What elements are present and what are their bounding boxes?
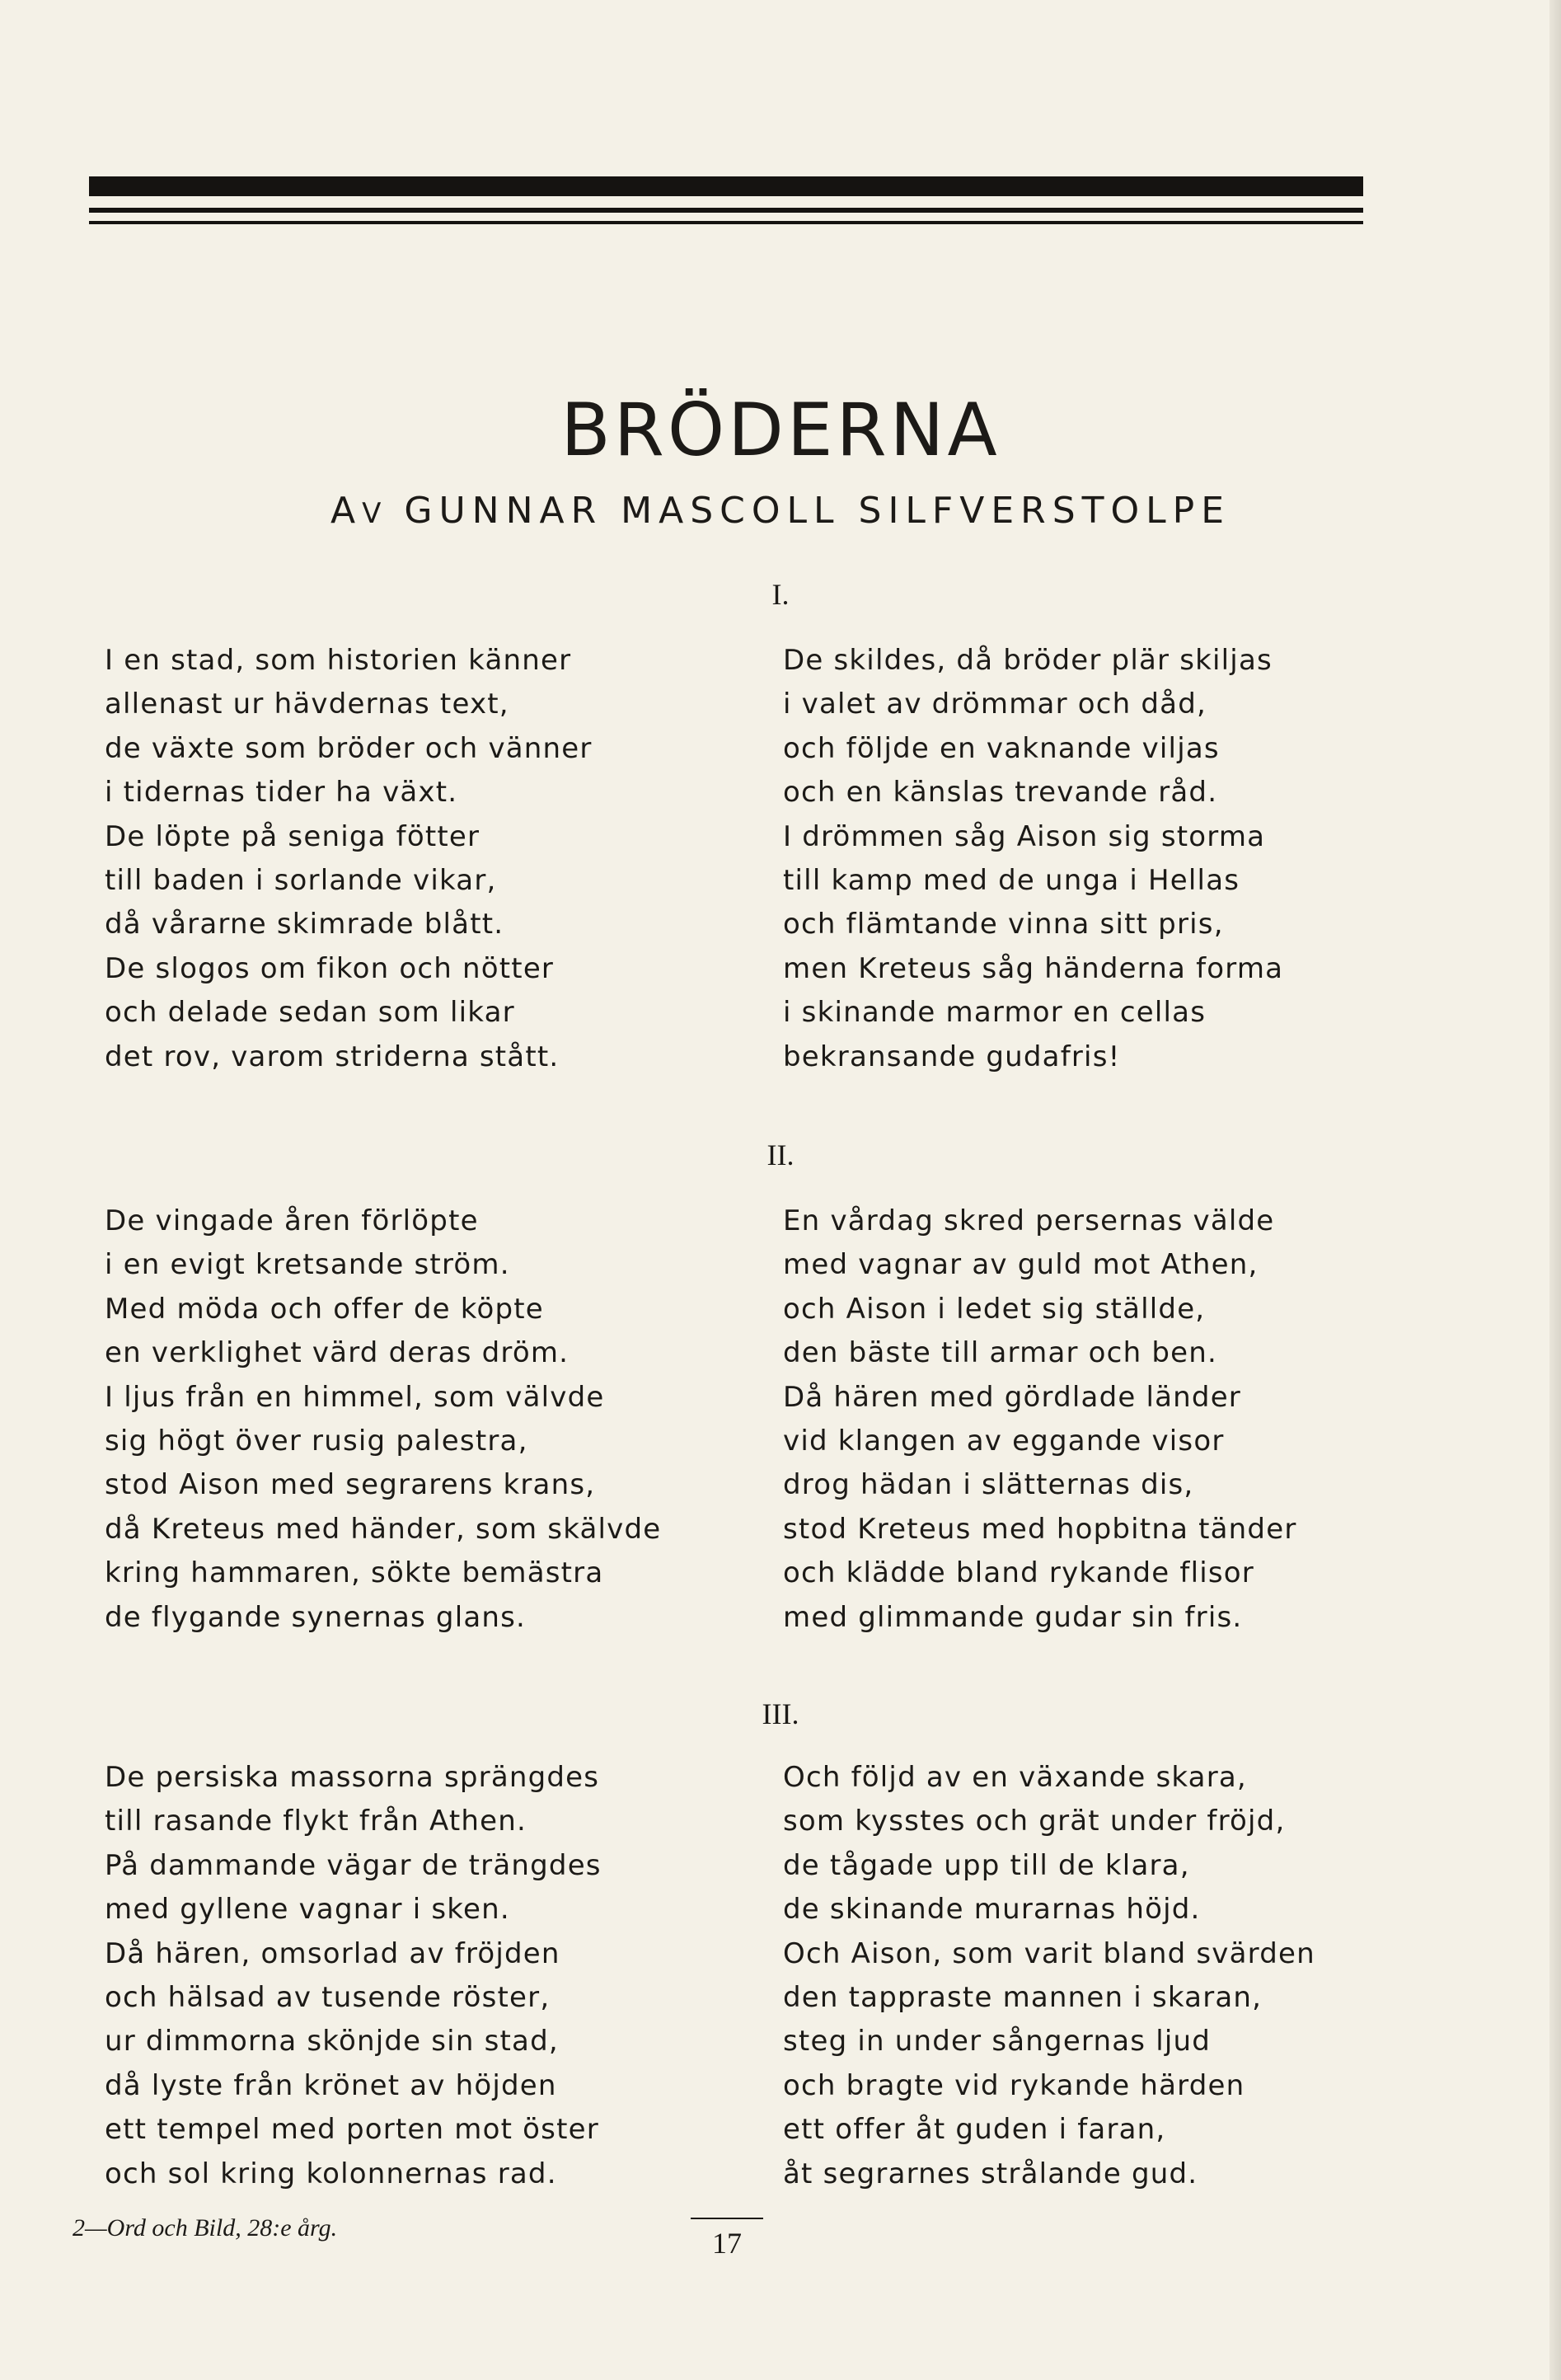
section-numeral-1: I. xyxy=(771,578,790,611)
stanza-1-left xyxy=(105,639,593,1079)
poem-line: till baden i sorlande vikar, xyxy=(105,864,497,898)
poem-line: då vårarne skimrade blått. xyxy=(105,908,504,941)
poem-line: till kamp med de unga i Hellas xyxy=(783,864,1240,898)
poem-line: En vårdag skred persernas välde xyxy=(783,1204,1275,1237)
poem-line: då Kreteus med händer, som skälvde xyxy=(105,1512,662,1546)
poem-line: den tappraste mannen i skaran, xyxy=(783,1981,1263,2015)
poem-line: de växte som bröder och vänner xyxy=(105,731,593,765)
thick-rule xyxy=(89,176,1363,196)
poem-line: De persiska massorna sprängdes xyxy=(105,1761,600,1794)
poem-line: I drömmen såg Aison sig storma xyxy=(783,819,1266,853)
poem-line: till rasande flykt från Athen. xyxy=(105,1805,527,1838)
poem-line: och bragte vid rykande härden xyxy=(783,2068,1245,2102)
poem-line: sig högt över rusig palestra, xyxy=(105,1425,528,1458)
poem-line: stod Aison med segrarens krans, xyxy=(105,1468,596,1502)
poem-line: med glimmande gudar sin fris. xyxy=(783,1600,1243,1634)
poem-line: det rov, varom striderna stått. xyxy=(105,1040,560,1073)
poem-line: De slogos om fikon och nötter xyxy=(105,951,555,985)
folio-rule xyxy=(691,2218,763,2219)
poem-line: i en evigt kretsande ström. xyxy=(105,1248,510,1282)
page-number: 17 xyxy=(712,2227,742,2260)
poem-line: och klädde bland rykande flisor xyxy=(783,1556,1254,1590)
poem-line: i skinande marmor en cellas xyxy=(783,996,1207,1030)
byline-prefix: A xyxy=(330,490,363,532)
poem-line: som kysstes och grät under fröjd, xyxy=(783,1805,1286,1838)
stanza-2-left xyxy=(105,1199,661,1640)
poem-line: I ljus från en himmel, som välvde xyxy=(105,1380,605,1414)
poem-line: De vingade åren förlöpte xyxy=(105,1204,479,1237)
poem-line: då lyste från krönet av höjden xyxy=(105,2068,557,2102)
poem-line: De löpte på seniga fötter xyxy=(105,819,480,853)
poem-line: men Kreteus såg händerna forma xyxy=(783,951,1284,985)
page-edge xyxy=(1549,0,1561,2380)
author-name: GUNNAR MASCOLL SILFVERSTOLPE xyxy=(404,490,1231,532)
poem-line: med gyllene vagnar i sken. xyxy=(105,1893,510,1927)
poem-line: med vagnar av guld mot Athen, xyxy=(783,1248,1259,1282)
poem-line: De skildes, då bröder plär skiljas xyxy=(783,644,1273,677)
poem-line: ett tempel med porten mot öster xyxy=(105,2113,599,2147)
header-rules xyxy=(89,176,1363,224)
poem-line: ur dimmorna skönjde sin stad, xyxy=(105,2025,559,2058)
byline-prefix-small: V xyxy=(362,497,387,530)
poem-line: en verklighet värd deras dröm. xyxy=(105,1336,570,1370)
poem-line: den bäste till armar och ben. xyxy=(783,1336,1217,1370)
stanza-2-right xyxy=(783,1199,1297,1640)
poem-line: åt segrarnes strålande gud. xyxy=(783,2157,1198,2190)
poem-line: I en stad, som historien känner xyxy=(105,644,572,677)
poem-line: i valet av drömmar och dåd, xyxy=(783,688,1207,721)
poem-line: stod Kreteus med hopbitna tänder xyxy=(783,1512,1297,1546)
poem-line: och delade sedan som likar xyxy=(105,996,515,1030)
middle-rule xyxy=(89,208,1363,213)
poem-line: och flämtande vinna sitt pris, xyxy=(783,908,1224,941)
poem-line: och en känslas trevande råd. xyxy=(783,776,1218,810)
poem-line: steg in under sångernas ljud xyxy=(783,2025,1212,2058)
poem-line: de tågade upp till de klara, xyxy=(783,1848,1190,1882)
poem-line: i tidernas tider ha växt. xyxy=(105,776,458,810)
stanza-1-right xyxy=(783,639,1283,1079)
poem-line: Och följd av en växande skara, xyxy=(783,1761,1247,1794)
poem-line: På dammande vägar de trängdes xyxy=(105,1848,602,1882)
poem-line: de flygande synernas glans. xyxy=(105,1600,527,1634)
poem-line: allenast ur hävdernas text, xyxy=(105,688,509,721)
footer-signature: 2—Ord och Bild, 28:e årg. xyxy=(73,2214,338,2242)
poem-line: Med möda och offer de köpte xyxy=(105,1292,544,1326)
stanza-3-left xyxy=(105,1756,602,2196)
poem-line: bekransande gudafris! xyxy=(783,1040,1121,1073)
poem-line: drog hädan i slätternas dis, xyxy=(783,1468,1194,1502)
section-numeral-2: II. xyxy=(766,1138,795,1171)
poem-line: vid klangen av eggande visor xyxy=(783,1425,1225,1458)
poem-line: Då hären, omsorlad av fröjden xyxy=(105,1936,560,1970)
section-numeral-3: III. xyxy=(762,1697,799,1730)
byline xyxy=(0,490,1561,532)
stanza-3-right xyxy=(783,1756,1315,2196)
poem-line: och hälsad av tusende röster, xyxy=(105,1981,551,2015)
poem-line: kring hammaren, sökte bemästra xyxy=(105,1556,604,1590)
poem-line: och följde en vaknande viljas xyxy=(783,731,1220,765)
poem-line: och Aison i ledet sig ställde, xyxy=(783,1292,1206,1326)
thin-rule xyxy=(89,221,1363,224)
poem-line: de skinande murarnas höjd. xyxy=(783,1893,1201,1927)
poem-title: BRÖDERNA xyxy=(560,387,1001,472)
poem-line: ett offer åt guden i faran, xyxy=(783,2113,1166,2147)
poem-line: Då hären med gördlade länder xyxy=(783,1380,1241,1414)
poem-line: och sol kring kolonnernas rad. xyxy=(105,2157,557,2190)
poem-line: Och Aison, som varit bland svärden xyxy=(783,1936,1315,1970)
